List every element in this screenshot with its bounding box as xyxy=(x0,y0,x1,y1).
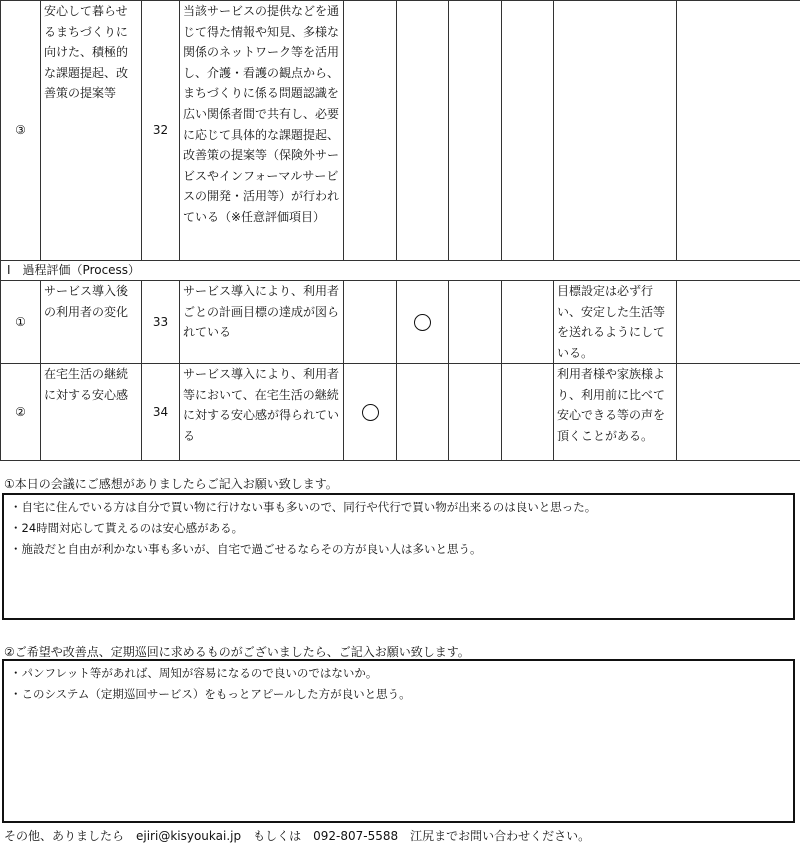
note-cell: 利用者様や家族様より、利用前に比べて安心できる等の声を頂くことがある。 xyxy=(554,364,677,461)
table-row xyxy=(1,1,800,261)
blank-cell xyxy=(677,364,800,461)
table-row xyxy=(1,281,800,364)
row-marker: ① xyxy=(1,281,41,364)
rating-cell xyxy=(502,1,554,261)
question-1-label: ①本日の会議にご感想がありましたらご記入お願い致します。 xyxy=(4,477,338,491)
row-marker: ③ xyxy=(1,1,41,261)
question-1-answer-box[interactable] xyxy=(2,493,795,620)
rating-cell xyxy=(397,1,449,261)
rating-cell xyxy=(344,1,397,261)
contact-footer: その他、ありましたら ejiri@kisyoukai.jp もしくは 092-807-5588 江尻までお問い合わせください。 xyxy=(4,829,591,843)
rating-cell xyxy=(449,1,502,261)
item-description: 当該サービスの提供などを通じて得た情報や知見、多様な関係のネットワーク等を活用し、介護・看護の観点から、まちづくりに係る問題認識を広い関係者間で共有し、必要に応じて具体的な課題提起、改善策の提案等（保険外サービスやインフォーマルサービスの開発・活用等）が行われている（※任意評価項目） xyxy=(180,1,344,261)
rating-cell xyxy=(449,281,502,364)
item-label: 安心して暮らせるまちづくりに向けた、積極的な課題提起、改善策の提案等 xyxy=(41,1,142,261)
item-description: サービス導入により、利用者ごとの計画目標の達成が図られている xyxy=(180,281,344,364)
blank-cell xyxy=(677,281,800,364)
item-number: 33 xyxy=(142,281,180,364)
item-description: サービス導入により、利用者等において、在宅生活の継続に対する安心感が得られている xyxy=(180,364,344,461)
rating-cell-selected xyxy=(397,281,449,364)
note-cell xyxy=(554,1,677,261)
note-cell: 目標設定は必ず行い、安定した生活等を送れるようにしている。 xyxy=(554,281,677,364)
question-2-answer-box[interactable] xyxy=(2,659,795,823)
circle-mark-icon xyxy=(362,404,379,421)
item-label: 在宅生活の継続に対する安心感 xyxy=(41,364,142,461)
item-number: 32 xyxy=(142,1,180,261)
item-number: 34 xyxy=(142,364,180,461)
rating-cell xyxy=(502,281,554,364)
answer-line: ・施設だと自由が利かない事も多いが、自宅で過ごせるならその方が良い人は多いと思う。 xyxy=(10,542,482,556)
circle-mark-icon xyxy=(414,314,431,331)
row-marker: ② xyxy=(1,364,41,461)
answer-line: ・自宅に住んでいる方は自分で買い物に行けない事も多いので、同行や代行で買い物が出来るのは良いと思った。 xyxy=(10,500,597,514)
section-row xyxy=(1,261,800,281)
blank-cell xyxy=(677,1,800,261)
answer-line: ・24時間対応して貰えるのは安心感がある。 xyxy=(10,521,244,535)
rating-cell-selected xyxy=(344,364,397,461)
rating-cell xyxy=(502,364,554,461)
rating-cell xyxy=(449,364,502,461)
rating-cell xyxy=(397,364,449,461)
answer-line: ・このシステム（定期巡回サービス）をもっとアピールした方が良いと思う。 xyxy=(10,687,411,701)
table-row xyxy=(1,364,800,461)
answer-line: ・パンフレット等があれば、周知が容易になるので良いのではないか。 xyxy=(10,666,378,680)
rating-cell xyxy=(344,281,397,364)
section-title: Ⅰ 過程評価（Process） xyxy=(1,261,800,281)
question-2-label: ②ご希望や改善点、定期巡回に求めるものがございましたら、ご記入お願い致します。 xyxy=(4,645,470,659)
item-label: サービス導入後の利用者の変化 xyxy=(41,281,142,364)
